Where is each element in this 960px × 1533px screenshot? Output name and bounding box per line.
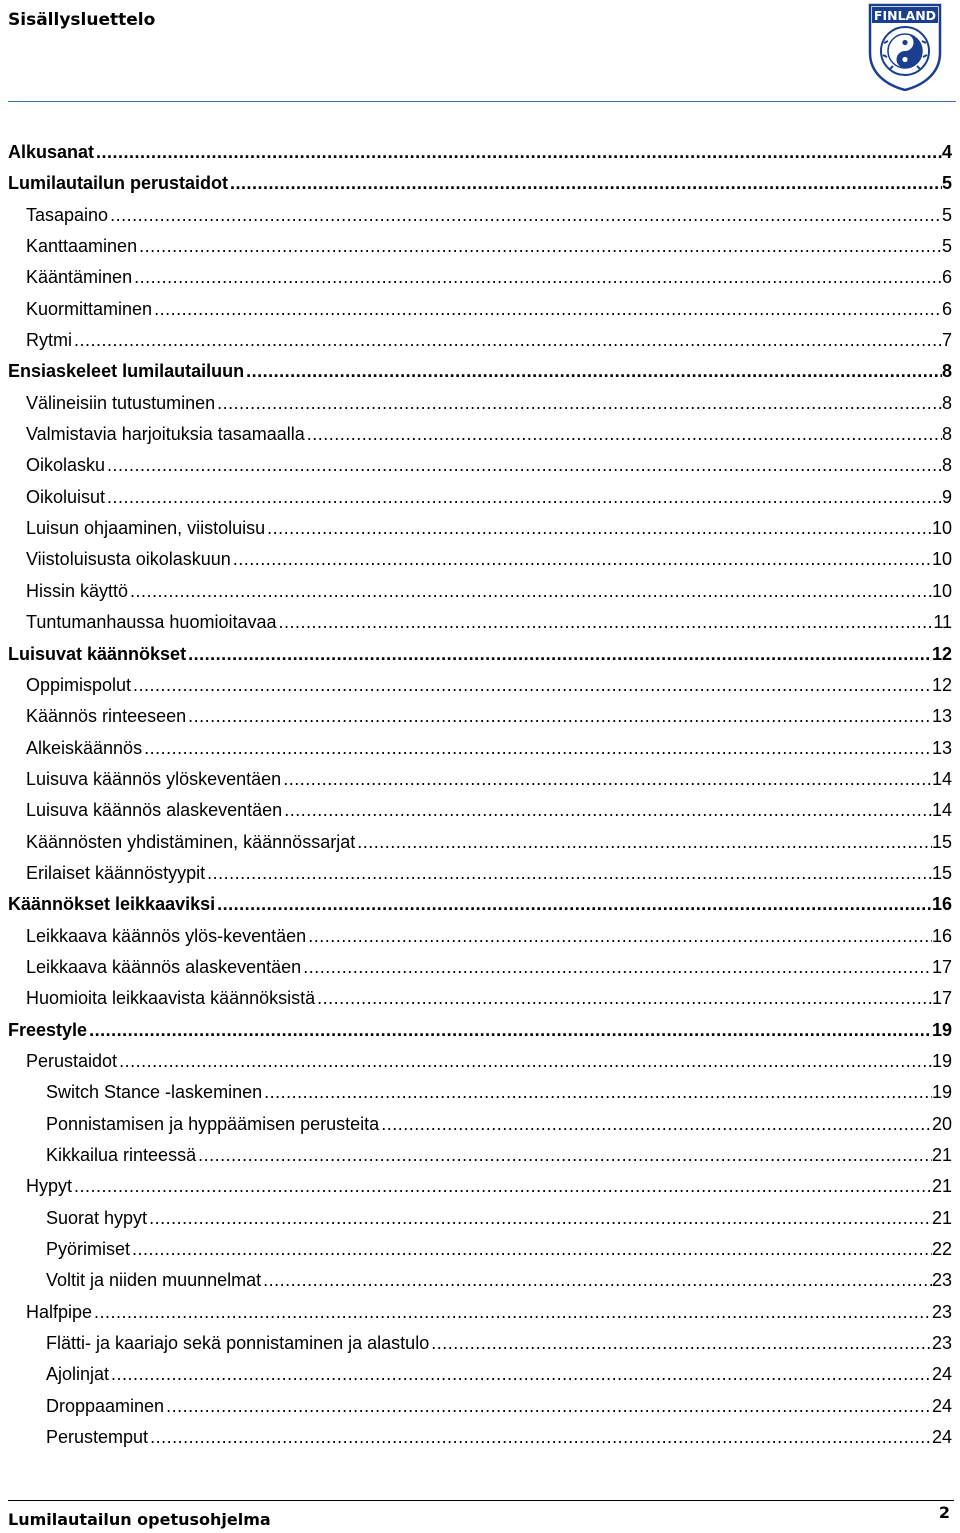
toc-dot-leader [148, 1422, 932, 1453]
toc-dot-leader [130, 1234, 932, 1265]
toc-entry[interactable] [8, 1422, 952, 1453]
toc-entry[interactable] [8, 544, 952, 575]
toc-entry[interactable] [8, 1359, 952, 1390]
toc-dot-leader [315, 983, 932, 1014]
toc-entry-label: Hypyt [26, 1176, 73, 1197]
toc-entry[interactable] [8, 168, 952, 199]
toc-dot-leader [72, 325, 942, 356]
toc-entry-label: Rytmi [26, 330, 72, 351]
toc-dot-leader [147, 1203, 932, 1234]
toc-entry-label: Halfpipe [26, 1301, 93, 1322]
toc-entry-page: 23 [931, 1270, 952, 1291]
toc-entry-page: 8 [941, 424, 952, 445]
toc-entry-label: Luisun ohjaaminen, viistoluisu [26, 518, 266, 539]
toc-entry[interactable] [8, 1046, 952, 1077]
toc-entry-page: 19 [931, 1082, 952, 1103]
toc-dot-leader [164, 1391, 932, 1422]
toc-entry[interactable] [8, 325, 952, 356]
toc-dot-leader [306, 921, 932, 952]
toc-entry-page: 13 [931, 737, 952, 758]
toc-entry-page: 9 [941, 486, 952, 507]
toc-dot-leader [87, 1015, 932, 1046]
toc-entry-label: Leikkaava käännös ylös-keventäen [26, 925, 307, 946]
toc-entry-page: 19 [931, 1019, 952, 1040]
toc-entry-page: 5 [941, 204, 952, 225]
toc-entry-label: Perustemput [46, 1427, 149, 1448]
toc-entry[interactable] [8, 450, 952, 481]
toc-entry-label: Switch Stance -laskeminen [46, 1082, 263, 1103]
toc-entry-page: 19 [931, 1050, 952, 1071]
toc-entry-page: 23 [931, 1301, 952, 1322]
toc-entry-label: Välineisiin tutustuminen [26, 392, 216, 413]
toc-entry[interactable] [8, 1391, 952, 1422]
toc-entry[interactable] [8, 921, 952, 952]
toc-entry-page: 12 [931, 643, 952, 664]
toc-entry[interactable] [8, 889, 952, 920]
toc-dot-leader [305, 419, 942, 450]
footer-divider [8, 1500, 954, 1501]
toc-dot-leader [282, 795, 932, 826]
toc-entry-page: 10 [931, 549, 952, 570]
table-of-contents [8, 137, 952, 1453]
toc-entry-page: 16 [931, 925, 952, 946]
toc-entry-page: 5 [941, 236, 952, 257]
toc-entry-label: Tasapaino [26, 204, 109, 225]
toc-entry-label: Käännökset leikkaaviksi [8, 894, 216, 915]
toc-dot-leader [131, 670, 932, 701]
toc-entry[interactable] [8, 231, 952, 262]
toc-entry-label: Perustaidot [26, 1050, 118, 1071]
toc-entry-page: 8 [941, 361, 952, 382]
toc-dot-leader [142, 733, 932, 764]
toc-entry-page: 21 [931, 1176, 952, 1197]
toc-entry[interactable] [8, 1140, 952, 1171]
toc-entry-label: Flätti- ja kaariajo sekä ponnistaminen ja alastulo [46, 1333, 430, 1354]
toc-dot-leader [137, 231, 942, 262]
toc-entry-page: 14 [931, 768, 952, 789]
toc-dot-leader [196, 1140, 932, 1171]
toc-entry-page: 24 [931, 1395, 952, 1416]
toc-entry-page: 13 [931, 706, 952, 727]
toc-entry-label: Kikkailua rinteessä [46, 1145, 197, 1165]
toc-dot-leader [262, 1077, 932, 1108]
toc-entry-page: 15 [931, 831, 952, 852]
toc-dot-leader [215, 388, 942, 419]
toc-dot-leader [92, 1297, 932, 1328]
toc-entry-label: Droppaaminen [46, 1395, 165, 1416]
page-title: Sisällysluettelo [8, 10, 156, 30]
toc-entry-label: Freestyle [8, 1019, 88, 1040]
toc-entry[interactable] [8, 1109, 952, 1140]
toc-entry[interactable] [8, 1015, 952, 1046]
toc-entry-page: 7 [941, 330, 952, 351]
toc-entry-label: Ponnistamisen ja hyppäämisen perusteita [46, 1113, 380, 1134]
toc-entry[interactable] [8, 356, 952, 387]
page-header [0, 0, 960, 102]
finland-ski-instructors-logo [866, 3, 944, 91]
toc-dot-leader [186, 701, 932, 732]
toc-entry[interactable] [8, 827, 952, 858]
toc-entry-page: 16 [931, 894, 952, 915]
toc-dot-leader [215, 889, 932, 920]
toc-dot-leader [128, 576, 932, 607]
toc-dot-leader [186, 639, 932, 670]
toc-dot-leader [355, 827, 932, 858]
toc-dot-leader [261, 1265, 932, 1296]
toc-entry-page: 23 [931, 1333, 952, 1354]
toc-entry[interactable] [8, 983, 952, 1014]
toc-entry[interactable] [8, 294, 952, 325]
toc-entry-label: Kuormittaminen [26, 298, 153, 319]
toc-entry-label: Valmistavia harjoituksia tasamaalla [26, 424, 305, 445]
toc-entry-page: 6 [941, 298, 952, 319]
toc-dot-leader [231, 544, 932, 575]
toc-dot-leader [265, 513, 932, 544]
toc-entry[interactable] [8, 1328, 952, 1359]
toc-entry-page: 17 [931, 988, 952, 1009]
toc-entry-page: 6 [941, 267, 952, 288]
toc-entry[interactable] [8, 1171, 952, 1202]
toc-entry[interactable] [8, 482, 952, 513]
toc-entry-label: Huomioita leikkaavista käännöksistä [26, 988, 316, 1009]
toc-entry-page: 11 [933, 612, 952, 633]
toc-dot-leader [105, 482, 942, 513]
footer-page-number: 2 [938, 1503, 950, 1522]
toc-entry-label: Ajolinjat [46, 1364, 110, 1385]
toc-entry-page: 21 [931, 1207, 952, 1228]
footer-title: Lumilautailun opetusohjelma [8, 1510, 271, 1529]
toc-dot-leader [132, 262, 942, 293]
toc-entry[interactable] [8, 795, 952, 826]
toc-dot-leader [429, 1328, 932, 1359]
toc-entry-label: Suorat hypyt [46, 1207, 148, 1228]
toc-entry[interactable] [8, 576, 952, 607]
toc-entry-page: 8 [941, 455, 952, 476]
toc-dot-leader [117, 1046, 932, 1077]
toc-entry-page: 4 [941, 142, 952, 162]
toc-entry-label: Luisuva käännös ylöskeventäen [26, 768, 282, 789]
toc-entry-page: 17 [931, 956, 952, 977]
toc-entry-page: 10 [931, 518, 952, 539]
toc-dot-leader [281, 764, 932, 795]
toc-dot-leader [105, 450, 942, 481]
toc-entry[interactable] [8, 137, 952, 168]
toc-entry[interactable] [8, 388, 952, 419]
toc-entry-label: Kanttaaminen [26, 236, 138, 257]
toc-dot-leader [152, 294, 942, 325]
toc-entry[interactable] [8, 419, 952, 450]
toc-dot-leader [379, 1109, 932, 1140]
toc-entry[interactable] [8, 200, 952, 231]
logo-top-text: FINLAND [873, 8, 937, 23]
toc-entry-page: 10 [931, 580, 952, 601]
toc-entry[interactable] [8, 607, 952, 638]
toc-entry[interactable] [8, 952, 952, 983]
toc-entry-label: Kääntäminen [26, 267, 133, 288]
toc-entry[interactable] [8, 513, 952, 544]
toc-entry-page: 21 [931, 1145, 952, 1165]
header-divider [8, 101, 956, 102]
toc-entry-label: Käännösten yhdistäminen, käännössarjat [26, 831, 356, 852]
toc-entry-label: Luisuvat käännökset [8, 643, 187, 664]
toc-entry-page: 5 [941, 173, 952, 194]
toc-entry[interactable] [8, 701, 952, 732]
toc-entry-label: Leikkaava käännös alaskeventäen [26, 956, 302, 977]
toc-entry-label: Pyörimiset [46, 1239, 131, 1260]
toc-entry[interactable] [8, 858, 952, 889]
toc-entry-label: Erilaiset käännöstyypit [26, 862, 206, 883]
toc-entry[interactable] [8, 1297, 952, 1328]
toc-entry-label: Voltit ja niiden muunnelmat [46, 1270, 262, 1291]
toc-entry-label: Oikolasku [26, 455, 106, 476]
toc-entry-label: Luisuva käännös alaskeventäen [26, 800, 283, 821]
toc-entry-page: 12 [931, 674, 952, 695]
toc-entry-page: 22 [931, 1239, 952, 1260]
toc-entry[interactable] [8, 733, 952, 764]
toc-entry-page: 24 [931, 1427, 952, 1448]
toc-entry[interactable] [8, 670, 952, 701]
toc-entry-label: Alkeiskäännös [26, 737, 143, 758]
toc-entry-label: Käännös rinteeseen [26, 706, 187, 727]
toc-entry-page: 15 [931, 862, 952, 883]
toc-entry-label: Viistoluisusta oikolaskuun [26, 549, 231, 570]
toc-dot-leader [244, 356, 942, 387]
toc-entry[interactable] [8, 639, 952, 670]
toc-dot-leader [205, 858, 932, 889]
toc-dot-leader [301, 952, 932, 983]
toc-entry-page: 14 [931, 800, 952, 821]
toc-entry-label: Ensiaskeleet lumilautailuun [8, 361, 245, 382]
toc-entry-page: 8 [941, 392, 952, 413]
toc-entry[interactable] [8, 1077, 952, 1108]
toc-dot-leader [108, 200, 942, 231]
toc-entry-page: 24 [931, 1364, 952, 1385]
toc-entry-label: Tuntumanhaussa huomioitavaa [26, 612, 277, 633]
toc-entry[interactable] [8, 1234, 952, 1265]
toc-dot-leader [94, 137, 942, 168]
toc-dot-leader [228, 168, 942, 199]
toc-entry[interactable] [8, 764, 952, 795]
toc-entry-label: Oppimispolut [26, 674, 132, 695]
toc-entry-label: Alkusanat [8, 142, 95, 162]
toc-dot-leader [72, 1171, 932, 1202]
toc-entry-label: Hissin käyttö [26, 580, 129, 601]
toc-dot-leader [109, 1359, 932, 1390]
toc-dot-leader [277, 607, 934, 638]
toc-entry-label: Lumilautailun perustaidot [8, 173, 229, 194]
toc-entry[interactable] [8, 262, 952, 293]
toc-entry[interactable] [8, 1203, 952, 1234]
toc-entry-page: 20 [931, 1113, 952, 1134]
toc-entry[interactable] [8, 1265, 952, 1296]
toc-entry-label: Oikoluisut [26, 486, 106, 507]
